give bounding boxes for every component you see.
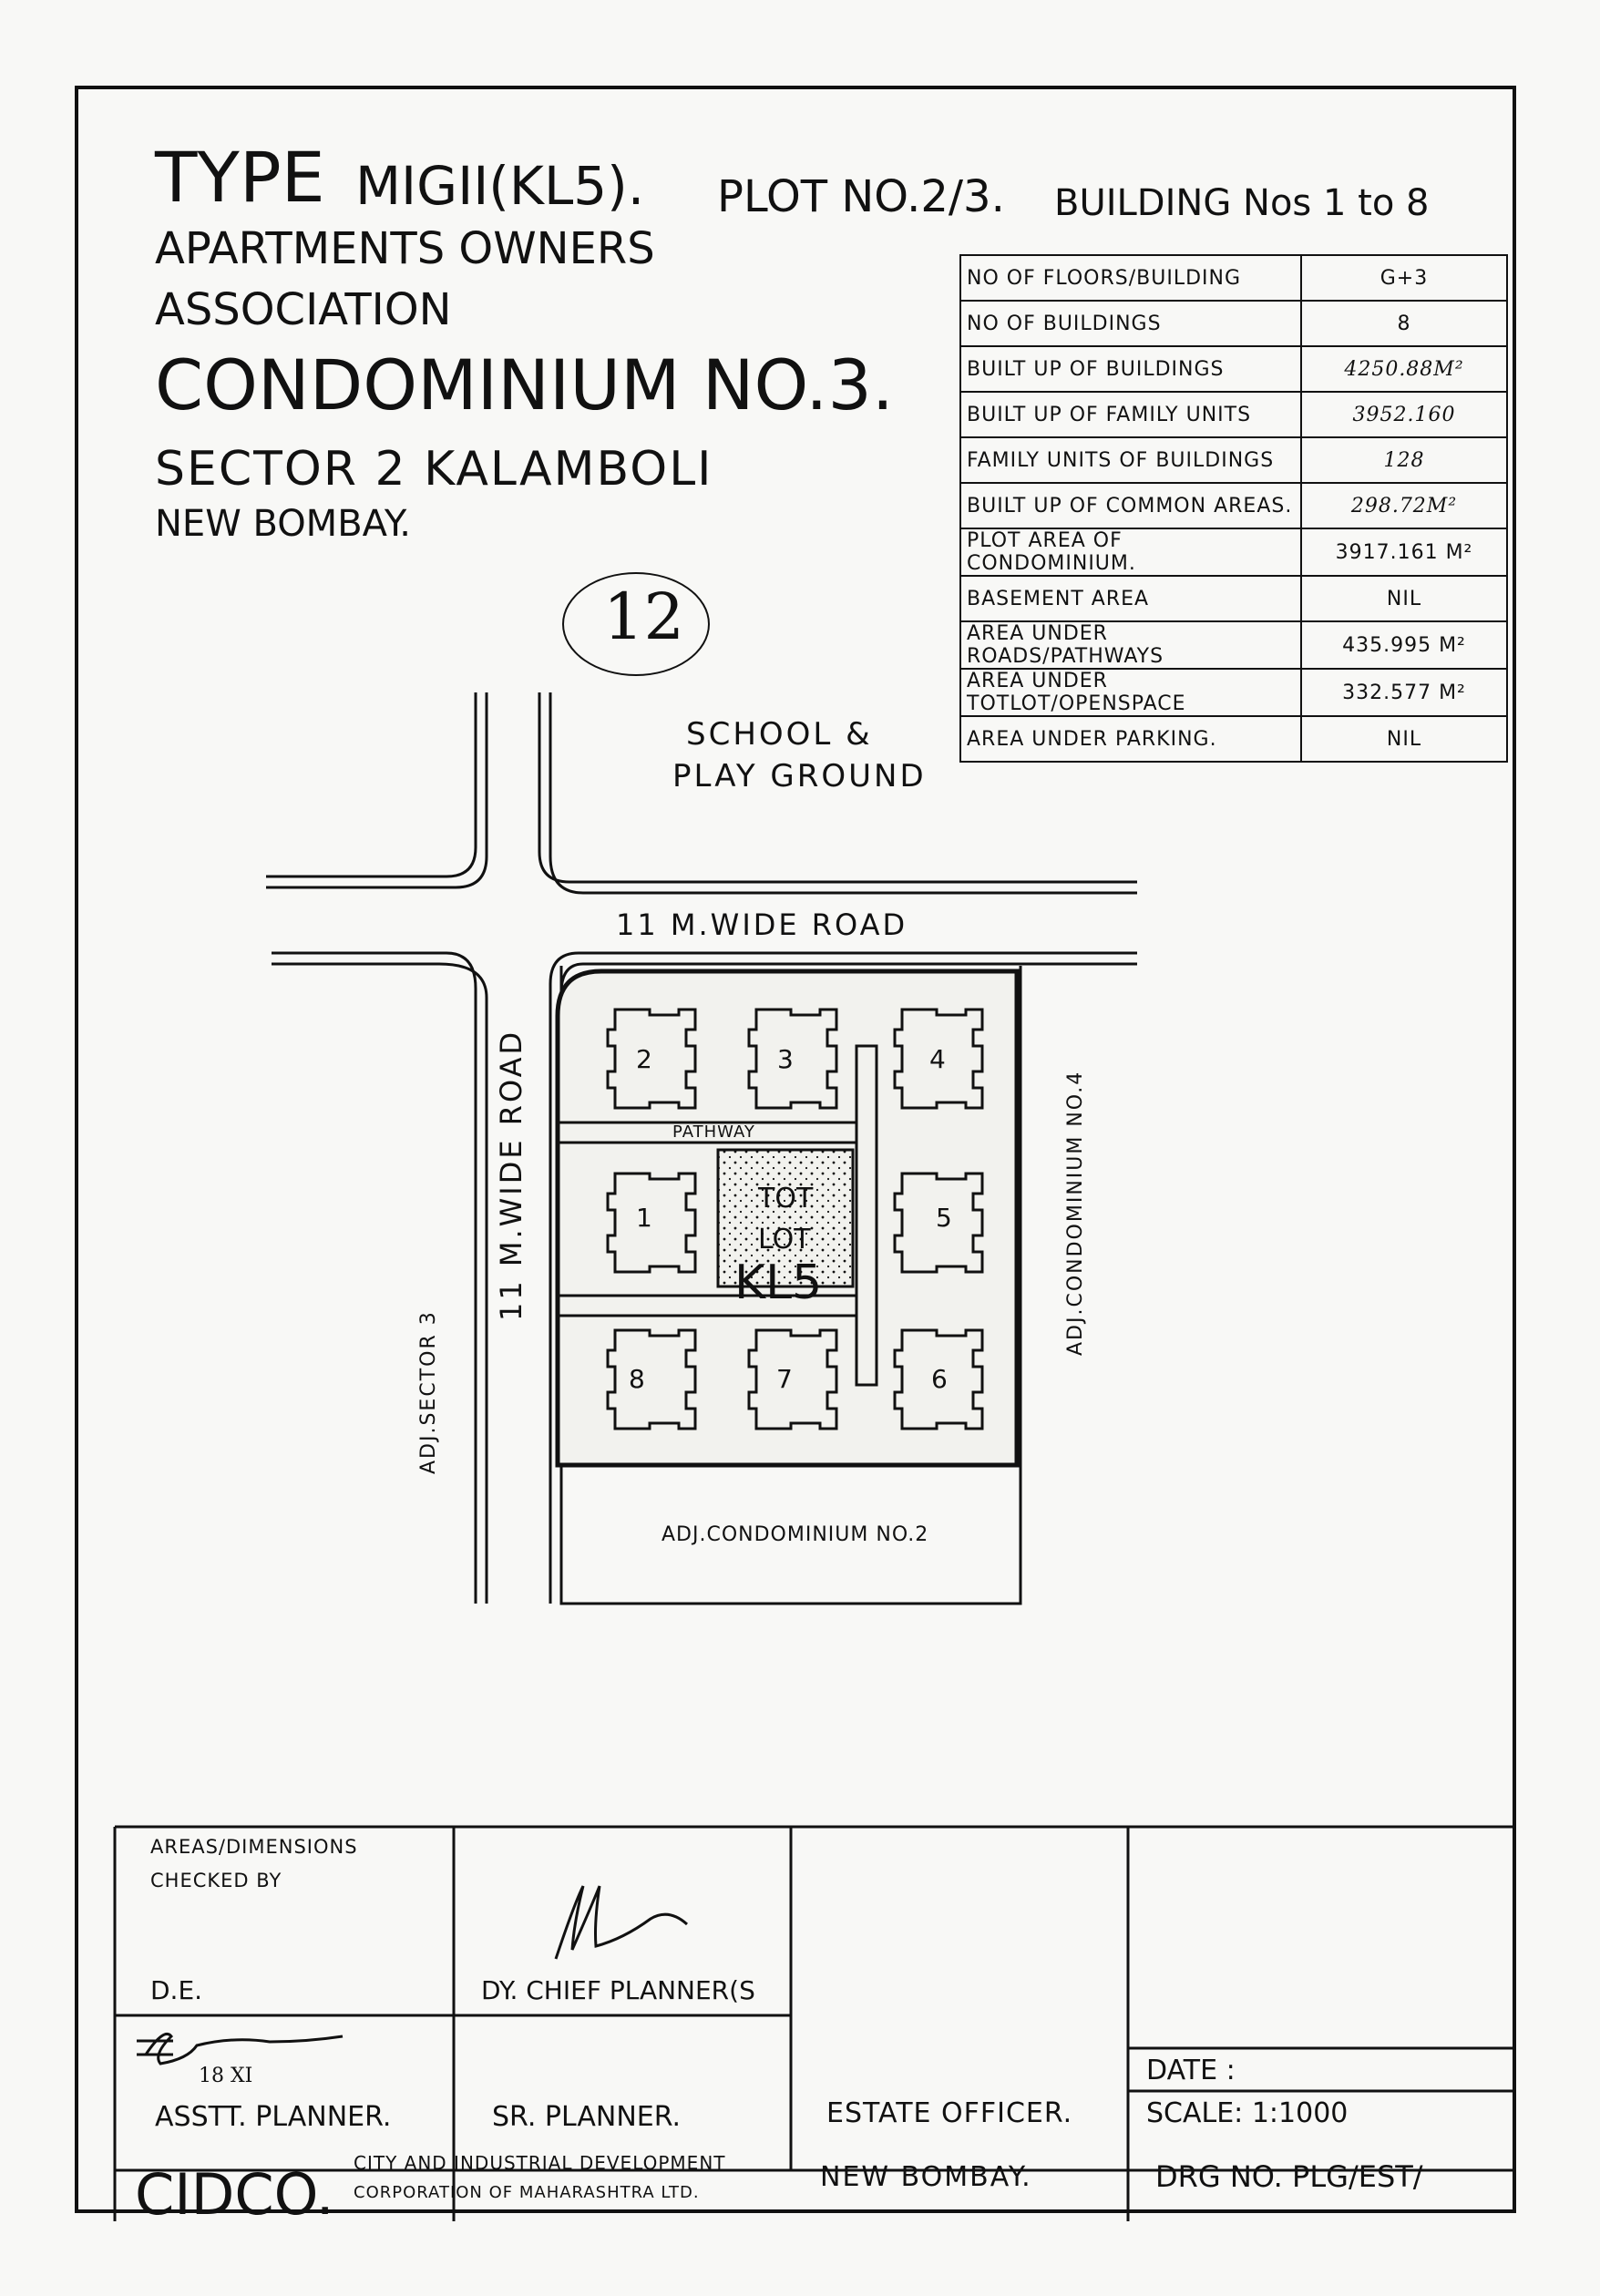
building-number-1: 1 (636, 1203, 652, 1233)
table-label: AREA UNDER TOTLOT/OPENSPACE (960, 669, 1301, 716)
table-label: BASEMENT AREA (960, 576, 1301, 621)
building-number-6: 6 (931, 1364, 948, 1394)
type-code: MIGII(KL5). (355, 155, 645, 217)
table-label: NO OF BUILDINGS (960, 301, 1301, 346)
sr-planner-label: SR. PLANNER. (492, 2101, 682, 2133)
asst-planner-label: ASSTT. PLANNER. (155, 2101, 392, 2133)
checked-by-line-1: AREAS/DIMENSIONS (150, 1836, 358, 1858)
table-value: 3952.160 (1301, 392, 1507, 437)
de-label: D.E. (150, 1975, 203, 2005)
table-value: 3917.161 M² (1301, 528, 1507, 576)
table-label: AREA UNDER ROADS/PATHWAYS (960, 621, 1301, 669)
road-edge (266, 692, 476, 876)
table-label: BUILT UP OF FAMILY UNITS (960, 392, 1301, 437)
cidco-logo-text: CIDCO. (135, 2161, 334, 2228)
dy-chief-signature (556, 1886, 687, 1959)
table-value: G+3 (1301, 255, 1507, 301)
association-line-2: ASSOCIATION (155, 284, 452, 335)
building-number-7: 7 (776, 1364, 793, 1394)
building-number-5: 5 (936, 1203, 952, 1233)
table-value: 4250.88M² (1301, 346, 1507, 392)
adj-condominium-2-label: ADJ.CONDOMINIUM NO.2 (662, 1523, 929, 1546)
table-label: AREA UNDER PARKING. (960, 716, 1301, 762)
table-value: 332.577 M² (1301, 669, 1507, 716)
road-top-label: 11 M.WIDE ROAD (616, 907, 908, 942)
adj-sector-label: ADJ.SECTOR 3 (417, 1310, 440, 1474)
table-label: NO OF FLOORS/BUILDING (960, 255, 1301, 301)
plot-number: PLOT NO.2/3. (717, 171, 1005, 222)
circled-number: 12 (603, 579, 685, 654)
lot-label: LOT (758, 1224, 811, 1256)
building-number-8: 8 (629, 1364, 645, 1394)
road-edge (266, 692, 487, 887)
road-edge (272, 953, 476, 1604)
type-word: TYPE (155, 137, 325, 218)
date-label: DATE : (1146, 2055, 1236, 2086)
scale-label: SCALE: 1:1000 (1146, 2097, 1349, 2129)
building-number-4: 4 (929, 1044, 946, 1074)
road-left-label: 11 M.WIDE ROAD (494, 1029, 528, 1321)
school-label: SCHOOL & (686, 716, 873, 753)
table-value: 128 (1301, 437, 1507, 483)
asst-planner-signature (137, 2035, 343, 2065)
road-edge (272, 964, 487, 1604)
table-label: BUILT UP OF BUILDINGS (960, 346, 1301, 392)
table-value: 435.995 M² (1301, 621, 1507, 669)
condominium-title: CONDOMINIUM NO.3. (155, 344, 894, 425)
cidco-full-name-1: CITY AND INDUSTRIAL DEVELOPMENT (354, 2152, 726, 2174)
new-bombay-label: NEW BOMBAY. (820, 2161, 1032, 2193)
table-value: 298.72M² (1301, 483, 1507, 528)
signature-date: 18 XI (199, 2065, 253, 2087)
building-numbers: BUILDING Nos 1 to 8 (1054, 182, 1430, 224)
plan-code-label: KL5 (734, 1256, 823, 1310)
building-number-2: 2 (636, 1044, 652, 1074)
checked-by-line-2: CHECKED BY (150, 1870, 282, 1891)
drawing-number: DRG NO. PLG/EST/ (1155, 2159, 1423, 2194)
table-label: FAMILY UNITS OF BUILDINGS (960, 437, 1301, 483)
building-number-3: 3 (777, 1044, 794, 1074)
playground-label: PLAY GROUND (672, 758, 927, 794)
table-label: PLOT AREA OF CONDOMINIUM. (960, 528, 1301, 576)
table-value: NIL (1301, 576, 1507, 621)
table-value: 8 (1301, 301, 1507, 346)
dy-chief-planner-label: DY. CHIEF PLANNER(S (481, 1975, 755, 2005)
sector-line: SECTOR 2 KALAMBOLI (155, 442, 713, 497)
table-label: BUILT UP OF COMMON AREAS. (960, 483, 1301, 528)
table-value: NIL (1301, 716, 1507, 762)
city-line: NEW BOMBAY. (155, 503, 411, 545)
estate-officer-label: ESTATE OFFICER. (826, 2097, 1073, 2129)
association-line-1: APARTMENTS OWNERS (155, 223, 655, 274)
adj-condominium-4-label: ADJ.CONDOMINIUM NO.4 (1064, 1070, 1087, 1356)
cidco-full-name-2: CORPORATION OF MAHARASHTRA LTD. (354, 2183, 700, 2202)
pathway-label: PATHWAY (672, 1122, 755, 1142)
tot-label: TOT (758, 1183, 814, 1215)
